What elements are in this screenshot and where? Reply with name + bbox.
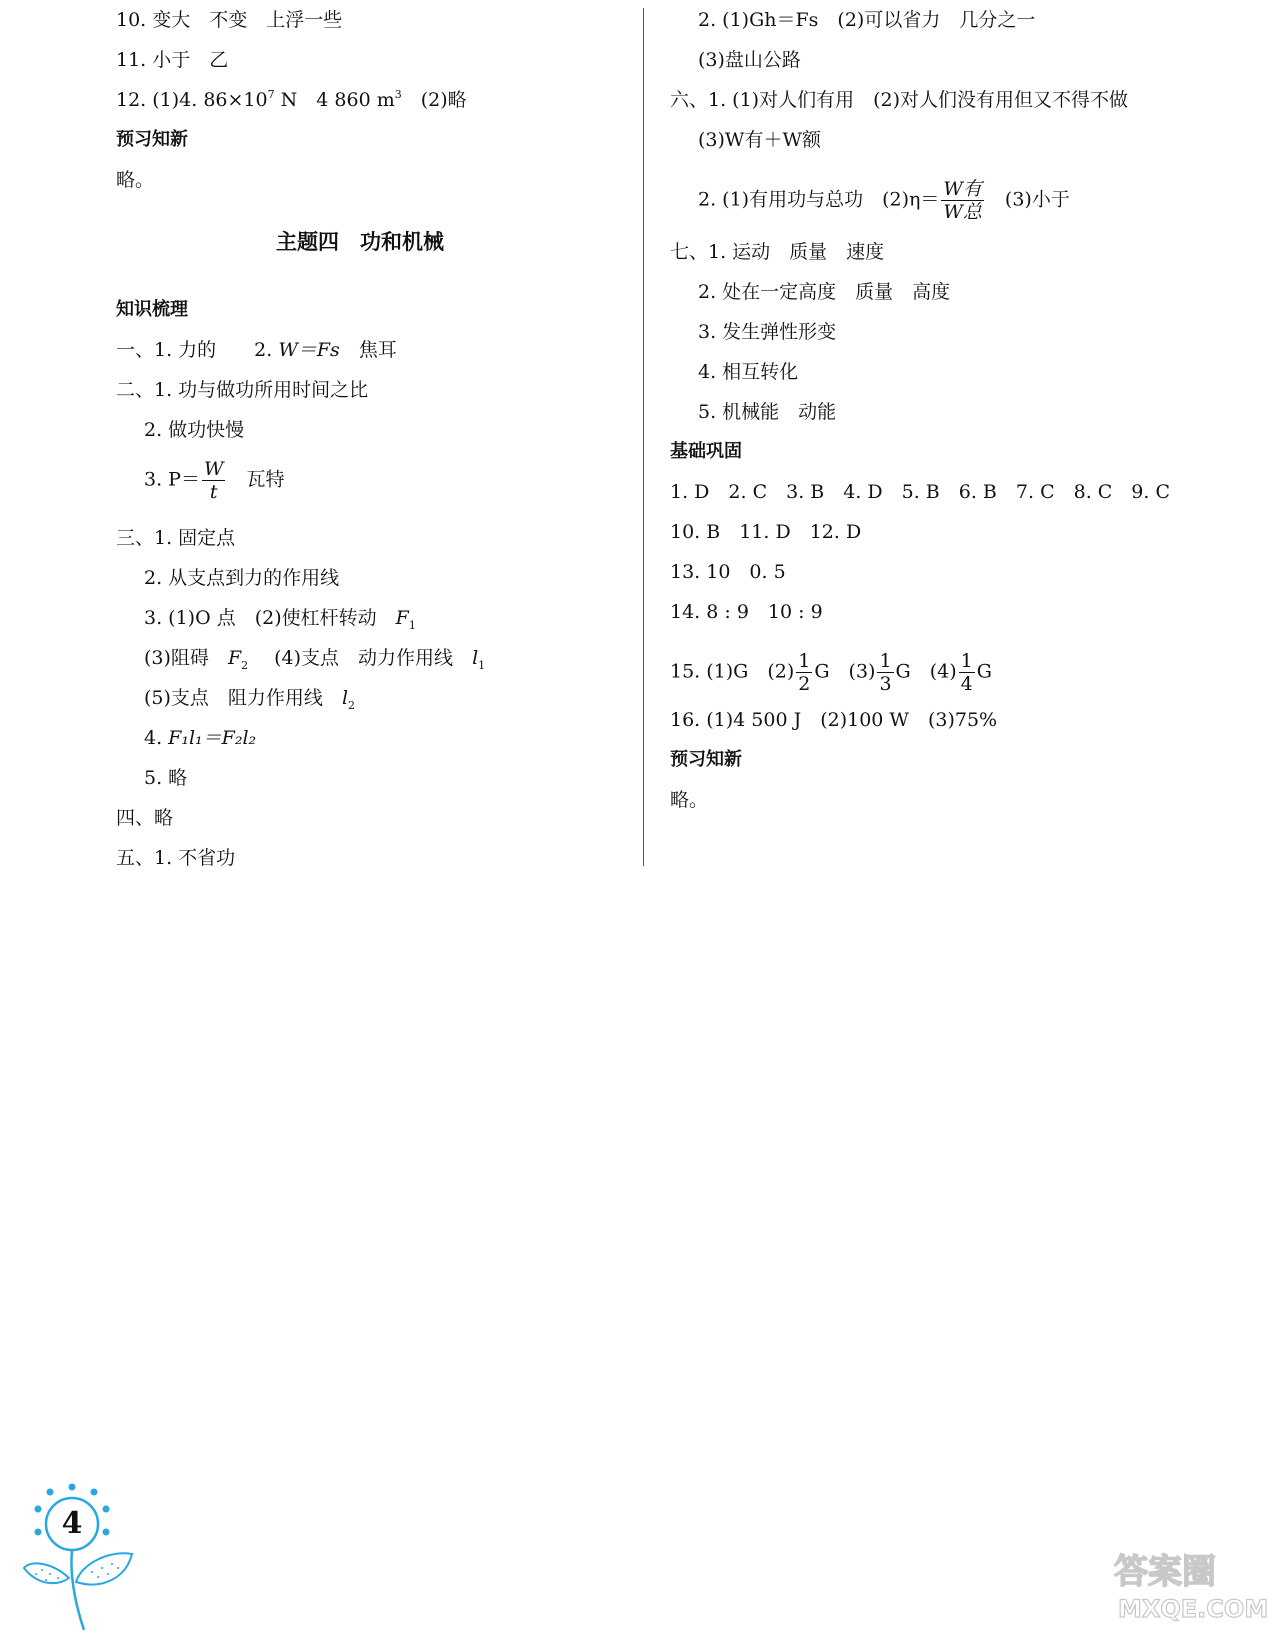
answer-12: 12. (1)4. $86\times 10^7$ N 4 860 $m^3$ (2)略 (116, 88, 467, 111)
basic-answers-5: 15. (1)G (2) $\frac{1}{2}$ G (3) $\frac{1}{3}$ G (4) $\frac{1}{4}$ G (670, 650, 992, 695)
preview-heading-left: 预习知新 (116, 129, 188, 150)
section-3-7: 5. 略 (144, 767, 188, 789)
section-4: 四、略 (116, 807, 174, 829)
preview-heading-right: 预习知新 (670, 749, 742, 770)
section-7-5: 5. 机械能 动能 (698, 401, 837, 423)
section-2-2: 2. 做功快慢 (144, 419, 245, 441)
section-3-5: (5)支点 阻力作用线 $l_2$ (144, 687, 356, 712)
section-7-1: 七、1. 运动 质量 速度 (670, 241, 885, 263)
answer-11: 11. 小于 乙 (116, 49, 229, 71)
right-line-1: 2. (1)Gh＝Fs (2)可以省力 几分之一 (698, 9, 1036, 31)
section-7-4: 4. 相互转化 (698, 361, 799, 383)
section-2-3: 3. P＝ $\frac{W}{t}$ 瓦特 (144, 458, 285, 503)
svg-text:MXQE.COM: MXQE.COM (1118, 1595, 1269, 1623)
basic-answers-1: 1. D 2. C 3. B 4. D 5. B 6. B 7. C 8. C 9. C (670, 481, 1171, 503)
power-fraction: $\frac{W}{t}$ (203, 458, 224, 503)
page-number-flower (22, 1482, 142, 1630)
section-3-6: 4. F₁l₁＝F₂l₂ (144, 727, 257, 749)
preview-text-right: 略。 (670, 789, 709, 811)
watermark-logo-icon (1108, 1545, 1274, 1625)
flower-icon (22, 1482, 142, 1630)
right-line-2: (3)盘山公路 (698, 49, 801, 71)
section-1: 一、1. 力的 2. W＝Fs 焦耳 (116, 339, 397, 361)
section-3-1: 三、1. 固定点 (116, 527, 236, 549)
efficiency-fraction: $\frac{\text{W有}}{\text{W总}}$ (943, 178, 982, 223)
section-6-1-3: (3)W有＋W额 (698, 129, 821, 151)
topic-title: 主题四 功和机械 (276, 230, 444, 254)
page-number: 4 (61, 1506, 83, 1541)
answer-10: 10. 变大 不变 上浮一些 (116, 9, 343, 31)
section-6-1: 六、1. (1)对人们有用 (2)对人们没有用但又不得不做 (670, 89, 1128, 111)
fraction-half: $\frac{1}{2}$ (798, 650, 811, 695)
column-divider (643, 8, 644, 866)
basic-answers-6: 16. (1)4 500 J (2)100 W (3)75% (670, 709, 998, 731)
section-3-4: (3)阻碍 $F_2$ (4)支点 动力作用线 $l_1$ (144, 647, 486, 672)
section-6-2: 2. (1)有用功与总功 (2)η＝ $\frac{\text{W有}}{\text{W总}}$ (3)小于 (698, 178, 1070, 223)
section-3-3: 3. (1)O 点 (2)使杠杆转动 $F_1$ (144, 607, 416, 632)
section-7-2: 2. 处在一定高度 质量 高度 (698, 281, 951, 303)
fraction-quarter: $\frac{1}{4}$ (960, 650, 973, 695)
basic-answers-2: 10. B 11. D 12. D (670, 521, 862, 543)
basic-answers-3: 13. 10 0. 5 (670, 561, 786, 583)
preview-text-left: 略。 (116, 169, 155, 191)
section-2-1: 二、1. 功与做功所用时间之比 (116, 379, 369, 401)
svg-text:答案圈: 答案圈 (1114, 1552, 1216, 1592)
section-7-3: 3. 发生弹性形变 (698, 321, 837, 343)
section-3-2: 2. 从支点到力的作用线 (144, 567, 340, 589)
fraction-third: $\frac{1}{3}$ (879, 650, 892, 695)
basic-heading: 基础巩固 (670, 441, 742, 462)
knowledge-heading: 知识梳理 (116, 299, 188, 320)
watermark (1108, 1545, 1274, 1625)
section-5: 五、1. 不省功 (116, 847, 236, 869)
basic-answers-4: 14. 8 : 9 10 : 9 (670, 601, 823, 623)
